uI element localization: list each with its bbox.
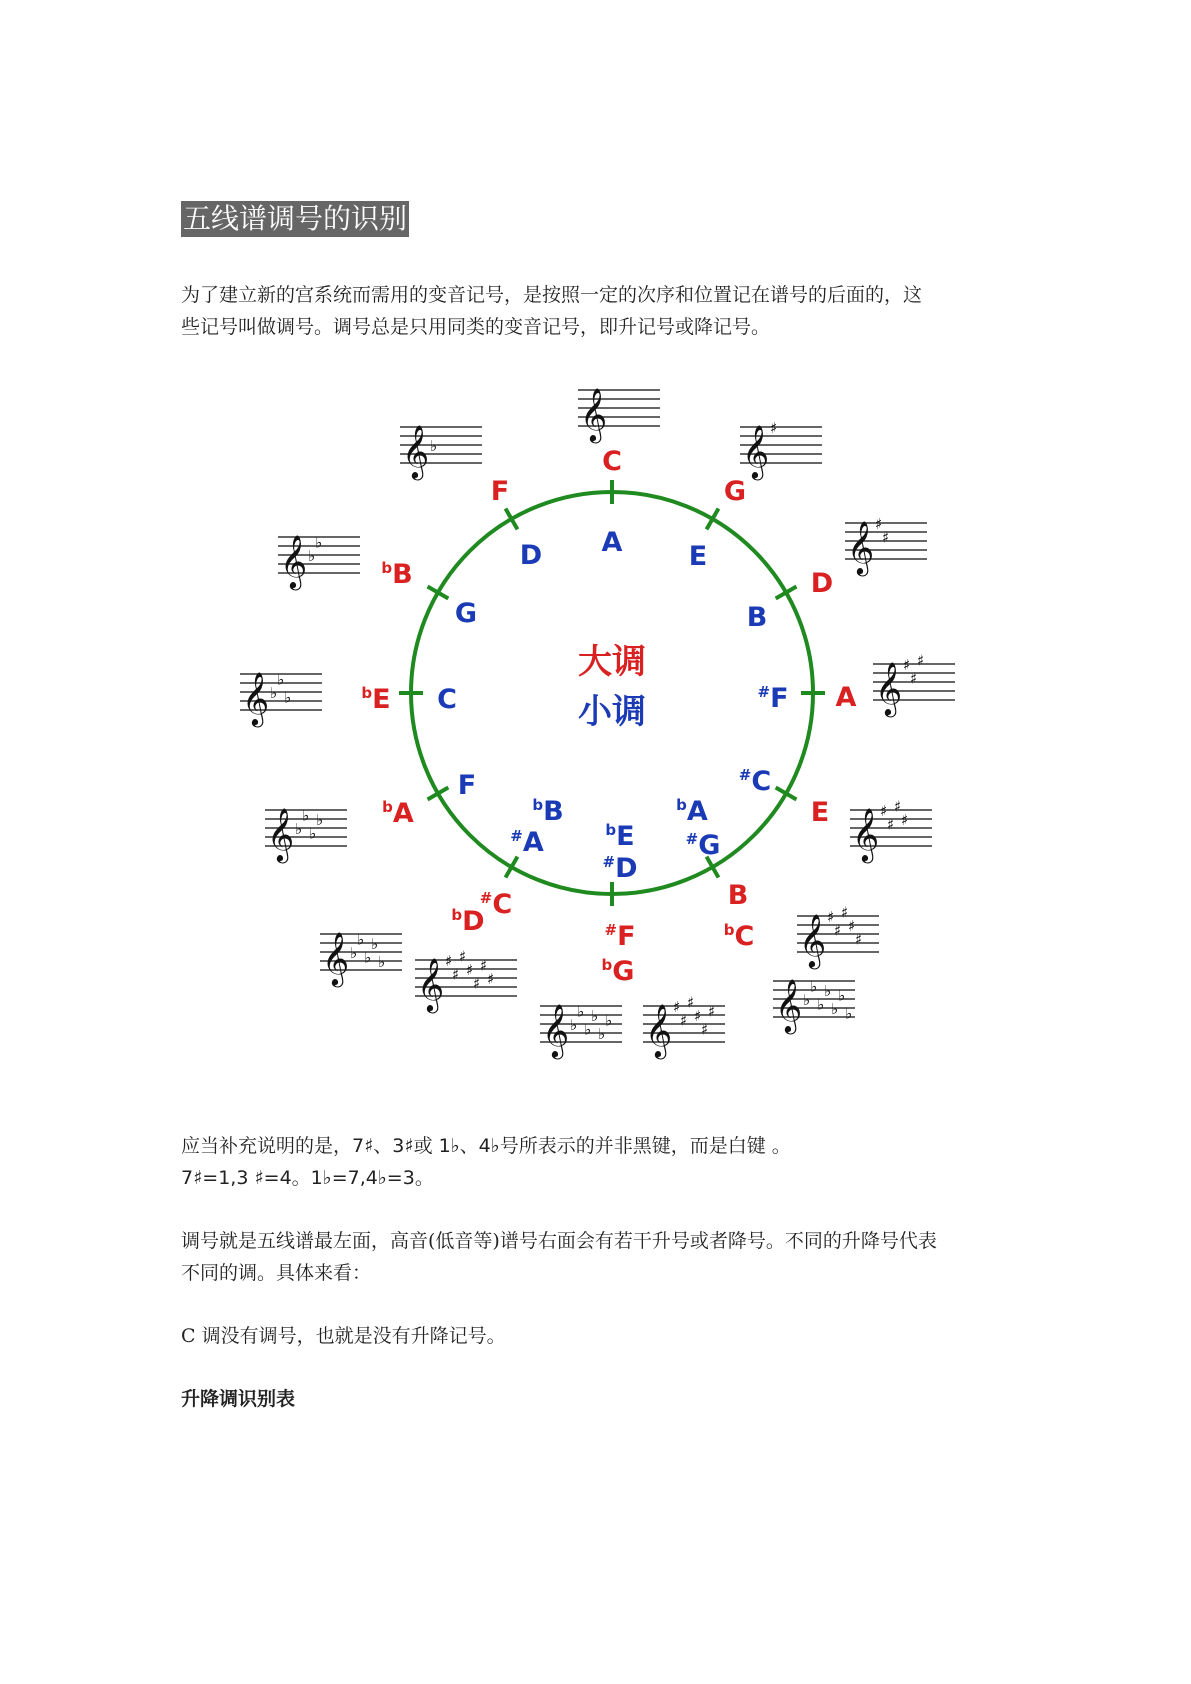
flat-icon: ♭ bbox=[295, 820, 303, 838]
minor-label-D: D bbox=[519, 540, 543, 571]
treble-clef-icon: 𝄞 bbox=[875, 661, 903, 715]
circle-tick bbox=[506, 857, 518, 878]
sharp-icon: ♯ bbox=[834, 921, 842, 940]
flat-icon: ♭ bbox=[591, 1007, 599, 1025]
treble-clef-icon: 𝄞 bbox=[417, 957, 445, 1011]
flat-icon: ♭ bbox=[316, 811, 324, 829]
key-signature-bB bbox=[278, 534, 360, 591]
flat-icon: ♭ bbox=[577, 1002, 585, 1021]
flat-icon: ♭ bbox=[831, 1000, 839, 1018]
sharp-icon: ♯ bbox=[880, 802, 888, 820]
center-major-label: 大调 bbox=[578, 642, 646, 682]
sharp-icon: ♯ bbox=[452, 965, 460, 984]
key-signature-C bbox=[578, 387, 660, 443]
flat-icon: ♭ bbox=[430, 437, 438, 455]
flat-icon: ♭ bbox=[315, 533, 323, 552]
flat-icon: ♭ bbox=[277, 670, 285, 689]
note-line-1: 应当补充说明的是，7♯、3♯或 1♭、4♭号所表示的并非黑键，而是白键 。 bbox=[181, 1135, 791, 1157]
minor-label-Aflat: $^b$A bbox=[676, 796, 708, 827]
sharp-icon: ♯ bbox=[875, 515, 883, 533]
treble-clef-icon: 𝄞 bbox=[580, 387, 608, 441]
para3: C 调没有调号，也就是没有升降记号。 bbox=[181, 1325, 506, 1347]
major-label-Bflat: $^b$B bbox=[381, 559, 413, 590]
center-minor-label: 小调 bbox=[578, 692, 646, 732]
key-signature-bC bbox=[773, 978, 855, 1035]
key-signature-#C bbox=[415, 948, 517, 1014]
sharp-icon: ♯ bbox=[673, 998, 681, 1016]
major-label-Eflat: $^b$E bbox=[361, 684, 391, 715]
intro-line-2: 些记号叫做调号。调号总是只用同类的变音记号，即升记号或降记号。 bbox=[181, 316, 771, 338]
minor-label-Gsharp: #G bbox=[685, 830, 721, 861]
minor-label-Csharp: #C bbox=[738, 766, 772, 797]
flat-icon: ♭ bbox=[302, 806, 310, 825]
key-signature-bA bbox=[265, 807, 347, 864]
sharp-icon: ♯ bbox=[466, 961, 474, 979]
para2-line-2: 不同的调。具体来看： bbox=[181, 1262, 372, 1284]
major-label-bC: $^b$C bbox=[723, 921, 755, 952]
treble-clef-icon: 𝄞 bbox=[267, 807, 295, 861]
sharp-icon: ♯ bbox=[894, 797, 902, 816]
treble-clef-icon: 𝄞 bbox=[645, 1003, 673, 1057]
flat-icon: ♭ bbox=[584, 1020, 592, 1039]
sharp-icon: ♯ bbox=[687, 993, 695, 1012]
intro-line-1: 为了建立新的宫系统而需用的变音记号，是按照一定的次序和位置记在谱号的后面的，这 bbox=[181, 284, 923, 306]
flat-icon: ♭ bbox=[810, 977, 818, 996]
major-label-A: A bbox=[835, 682, 857, 713]
flat-icon: ♭ bbox=[817, 995, 825, 1014]
sharp-icon: ♯ bbox=[694, 1007, 702, 1025]
flat-icon: ♭ bbox=[357, 930, 365, 949]
flat-icon: ♭ bbox=[803, 991, 811, 1009]
treble-clef-icon: 𝄞 bbox=[799, 913, 827, 967]
minor-label-B: B bbox=[746, 602, 768, 633]
sharp-icon: ♯ bbox=[848, 917, 856, 935]
sharp-icon: ♯ bbox=[480, 956, 488, 975]
major-label-B: B bbox=[727, 880, 749, 911]
major-label-E: E bbox=[810, 797, 830, 828]
major-label-D: D bbox=[810, 568, 834, 599]
major-label-F: F bbox=[490, 476, 510, 507]
minor-label-A: A bbox=[601, 527, 623, 558]
sharp-icon: ♯ bbox=[680, 1011, 688, 1030]
para2-line-1: 调号就是五线谱最左面，高音(低音等)谱号右面会有若干升号或者降号。不同的升降号代表 bbox=[181, 1230, 937, 1252]
minor-label-Bflat: $^b$B bbox=[532, 796, 564, 827]
treble-clef-icon: 𝄞 bbox=[542, 1003, 570, 1057]
sharp-icon: ♯ bbox=[708, 1002, 716, 1021]
minor-label-G: G bbox=[454, 598, 478, 629]
flat-icon: ♭ bbox=[845, 1004, 853, 1023]
key-signature-D bbox=[845, 515, 927, 576]
key-signature-B bbox=[797, 904, 879, 970]
major-label-C: C bbox=[602, 446, 622, 477]
treble-clef-icon: 𝄞 bbox=[775, 978, 803, 1032]
flat-icon: ♭ bbox=[364, 948, 372, 967]
major-label-Dflat: $^b$D bbox=[451, 906, 485, 937]
subheading: 升降调识别表 bbox=[181, 1388, 296, 1410]
sharp-icon: ♯ bbox=[917, 651, 925, 670]
flat-icon: ♭ bbox=[838, 986, 846, 1005]
note-line-2: 7♯=1,3 ♯=4。1♭=7,4♭=3。 bbox=[181, 1167, 434, 1189]
sharp-icon: ♯ bbox=[882, 528, 890, 547]
minor-label-Eflat: $^b$E bbox=[605, 821, 635, 852]
key-signature-#F bbox=[643, 994, 725, 1060]
flat-icon: ♭ bbox=[378, 953, 386, 971]
flat-icon: ♭ bbox=[308, 547, 316, 565]
major-label-G: G bbox=[723, 476, 747, 507]
page-title: 五线谱调号的识别 bbox=[183, 202, 408, 235]
treble-clef-icon: 𝄞 bbox=[847, 520, 875, 574]
treble-clef-icon: 𝄞 bbox=[742, 424, 770, 478]
major-label-Aflat: $^b$A bbox=[382, 798, 414, 829]
sharp-icon: ♯ bbox=[910, 669, 918, 688]
key-signature-bE bbox=[240, 671, 322, 728]
circle-tick bbox=[707, 509, 719, 530]
sharp-icon: ♯ bbox=[701, 1020, 709, 1039]
key-signature-G bbox=[740, 419, 822, 480]
sharp-icon: ♯ bbox=[901, 811, 909, 829]
treble-clef-icon: 𝄞 bbox=[852, 807, 880, 861]
key-signature-bG bbox=[540, 1003, 622, 1060]
sharp-icon: ♯ bbox=[841, 903, 849, 922]
minor-label-Dsharp: #D bbox=[602, 853, 638, 884]
sharp-icon: ♯ bbox=[487, 970, 495, 988]
flat-icon: ♭ bbox=[309, 824, 317, 843]
key-signature-A bbox=[873, 652, 955, 718]
minor-label-F: F bbox=[457, 770, 477, 801]
sharp-icon: ♯ bbox=[887, 815, 895, 834]
circle-tick bbox=[776, 788, 797, 800]
circle-tick bbox=[428, 788, 449, 800]
minor-label-Fsharp: #F bbox=[757, 683, 789, 714]
treble-clef-icon: 𝄞 bbox=[280, 534, 308, 588]
treble-clef-icon: 𝄞 bbox=[322, 931, 350, 985]
sharp-icon: ♯ bbox=[473, 974, 481, 993]
flat-icon: ♭ bbox=[284, 688, 292, 707]
key-signature-E bbox=[850, 798, 932, 864]
key-signature-bD bbox=[320, 931, 402, 988]
major-label-Gflat: $^b$G bbox=[601, 956, 635, 987]
major-label-Fsharp: #F bbox=[604, 921, 636, 952]
sharp-icon: ♯ bbox=[855, 930, 863, 949]
circle-tick bbox=[776, 587, 797, 599]
sharp-icon: ♯ bbox=[770, 419, 778, 437]
circle-tick bbox=[506, 509, 518, 530]
minor-label-C: C bbox=[437, 684, 457, 715]
sharp-icon: ♯ bbox=[827, 908, 835, 926]
circle-tick bbox=[428, 587, 449, 599]
flat-icon: ♭ bbox=[824, 982, 832, 1000]
flat-icon: ♭ bbox=[270, 684, 278, 702]
sharp-icon: ♯ bbox=[459, 947, 467, 966]
minor-label-E: E bbox=[688, 541, 708, 572]
flat-icon: ♭ bbox=[371, 935, 379, 953]
flat-icon: ♭ bbox=[605, 1011, 613, 1030]
treble-clef-icon: 𝄞 bbox=[242, 671, 270, 725]
sharp-icon: ♯ bbox=[445, 952, 453, 970]
major-label-Csharp: #C bbox=[479, 889, 513, 920]
treble-clef-icon: 𝄞 bbox=[402, 424, 430, 478]
flat-icon: ♭ bbox=[350, 944, 358, 962]
minor-label-Asharp: #A bbox=[510, 827, 544, 858]
flat-icon: ♭ bbox=[570, 1016, 578, 1034]
key-signature-F bbox=[400, 424, 482, 480]
sharp-icon: ♯ bbox=[903, 656, 911, 674]
flat-icon: ♭ bbox=[598, 1025, 606, 1043]
